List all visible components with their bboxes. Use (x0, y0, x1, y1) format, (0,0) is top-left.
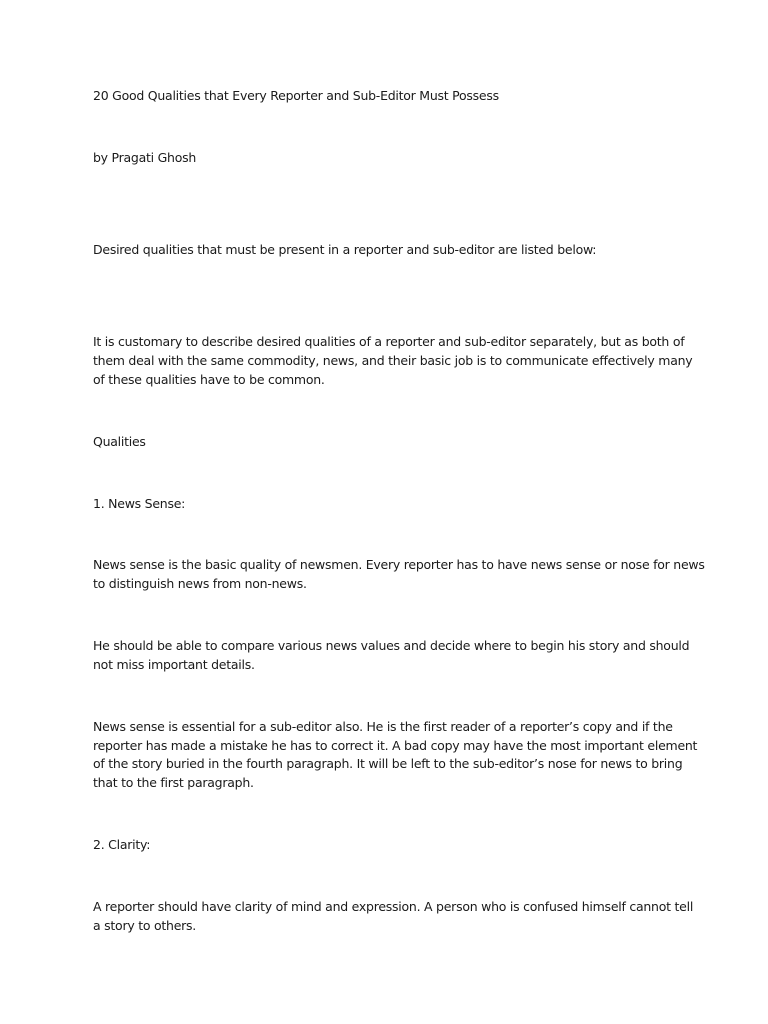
paragraph-line: of these qualities have to be common. (93, 372, 325, 387)
paragraph-line: to distinguish news from non-news. (93, 576, 307, 591)
section-heading-qualities: Qualities (93, 434, 146, 449)
intro-paragraph: Desired qualities that must be present in a reporter and sub-editor are listed below: (93, 242, 597, 257)
document-title: 20 Good Qualities that Every Reporter and Sub-Editor Must Possess (93, 88, 499, 103)
paragraph-line: A reporter should have clarity of mind and expression. A person who is confused himself cannot tell (93, 899, 694, 914)
paragraph-line: News sense is the basic quality of newsmen. Every reporter has to have news sense or nose for news (93, 557, 705, 572)
paragraph-line: that to the first paragraph. (93, 775, 254, 790)
paragraph-line: a story to others. (93, 918, 197, 933)
paragraph-line: It is customary to describe desired qualities of a reporter and sub-editor separately, but as both of (93, 334, 685, 349)
paragraph-line: not miss important details. (93, 657, 255, 672)
paragraph-line: He should be able to compare various news values and decide where to begin his story and should (93, 638, 690, 653)
byline: by Pragati Ghosh (93, 150, 197, 165)
item-heading-news-sense: 1. News Sense: (93, 496, 186, 511)
paragraph-line: them deal with the same commodity, news, and their basic job is to communicate effectively many (93, 353, 693, 368)
paragraph-line: News sense is essential for a sub-editor also. He is the first reader of a reporter’s copy and if the (93, 719, 673, 734)
paragraph-line: reporter has made a mistake he has to correct it. A bad copy may have the most important element (93, 738, 698, 753)
paragraph-line: of the story buried in the fourth paragraph. It will be left to the sub-editor’s nose for news to bring (93, 756, 683, 771)
item-heading-clarity: 2. Clarity: (93, 837, 151, 852)
